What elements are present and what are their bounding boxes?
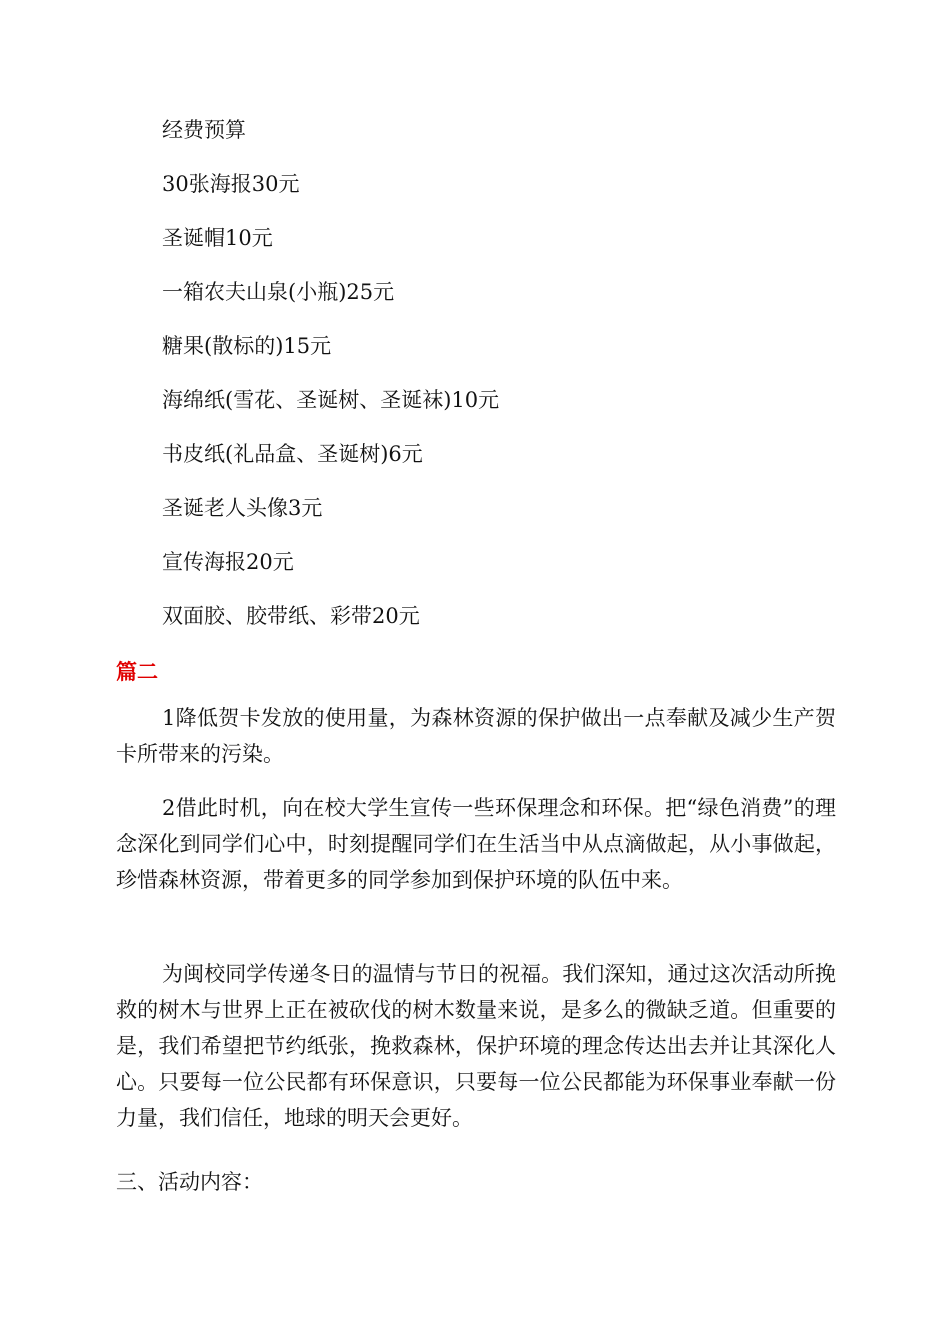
budget-item: 圣诞帽10元 [162, 226, 273, 250]
budget-item: 糖果(散标的)15元 [162, 334, 332, 358]
activity-heading: 三、活动内容： [116, 1170, 263, 1194]
paragraph: 为闽校同学传递冬日的温情与节日的祝福。我们深知，通过这次活动所挽救的树木与世界上正在被砍伐的树木数量来说，是多么的微缺乏道。但重要的是，我们希望把节约纸张，挽救森林，保护环境的理念传达出去并让其深化人心。只要每一位公民都有环保意识，只要每一位公民都能为环保事业奉献一份力量，我们信任，地球的明天会更好。 [116, 962, 836, 1130]
budget-item: 宣传海报20元 [162, 550, 294, 574]
budget-item: 双面胶、胶带纸、彩带20元 [162, 604, 420, 628]
budget-item: 一箱农夫山泉(小瓶)25元 [162, 280, 395, 304]
paragraph: 1降低贺卡发放的使用量，为森林资源的保护做出一点奉献及减少生产贺卡所带来的污染。 [116, 706, 836, 766]
section-heading: 篇二 [116, 660, 158, 684]
budget-item: 书皮纸(礼品盒、圣诞树)6元 [162, 442, 423, 466]
budget-item: 圣诞老人头像3元 [162, 496, 323, 520]
budget-item: 30张海报30元 [162, 172, 300, 196]
budget-title: 经费预算 [162, 118, 246, 142]
budget-item: 海绵纸(雪花、圣诞树、圣诞袜)10元 [162, 388, 500, 412]
paragraph: 2借此时机，向在校大学生宣传一些环保理念和环保。把“绿色消费”的理念深化到同学们心中，时刻提醒同学们在生活当中从点滴做起，从小事做起，珍惜森林资源，带着更多的同学参加到保护环境的队伍中来。 [116, 796, 836, 892]
